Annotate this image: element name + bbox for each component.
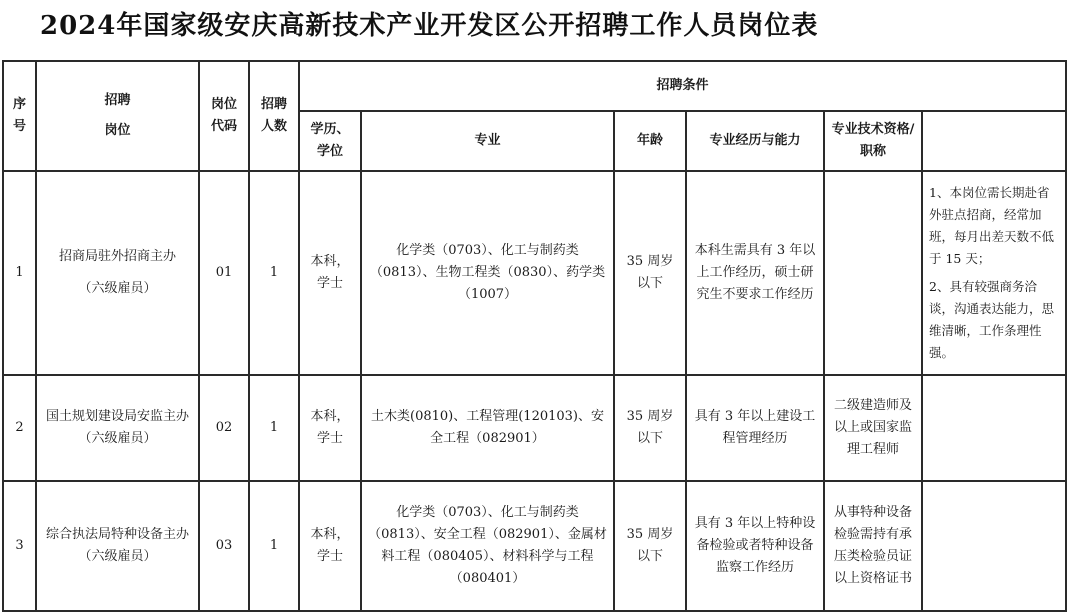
row-age: 35 周岁以下 bbox=[614, 481, 686, 611]
row-seq: 1 bbox=[3, 171, 36, 375]
row-count: 1 bbox=[249, 171, 299, 375]
remark-item-2: 2、具有较强商务洽谈，沟通表达能力，思维清晰，工作条理性强。 bbox=[929, 279, 1055, 360]
post-name: 招商局驻外招商主办 bbox=[58, 249, 176, 264]
row-education: 本科，学士 bbox=[299, 171, 361, 375]
row-major: 化学类（0703）、化工与制药类（0813）、安全工程（082901）、金属材料工程（080405）、材料科学与工程（080401） bbox=[361, 481, 614, 611]
table-row bbox=[3, 481, 1066, 611]
row-seq: 2 bbox=[3, 375, 36, 481]
table-row bbox=[3, 171, 1066, 375]
header-major: 专业 bbox=[361, 111, 614, 171]
row-code: 01 bbox=[199, 171, 249, 375]
table-row bbox=[3, 375, 1066, 481]
row-qualification: 从事特种设备检验需持有承压类检验员证以上资格证书 bbox=[824, 481, 922, 611]
header-education: 学历、学位 bbox=[299, 111, 361, 171]
header-seq: 序号 bbox=[3, 61, 36, 171]
post-grade: （六级雇员） bbox=[78, 431, 157, 446]
row-post bbox=[36, 481, 199, 611]
post-grade: （六级雇员） bbox=[78, 549, 157, 564]
row-remark bbox=[922, 375, 1066, 481]
row-major: 土木类(0810)、工程管理(120103)、安全工程（082901） bbox=[361, 375, 614, 481]
row-code: 03 bbox=[199, 481, 249, 611]
row-qualification bbox=[824, 171, 922, 375]
header-code: 岗位代码 bbox=[199, 61, 249, 171]
header-count: 招聘人数 bbox=[249, 61, 299, 171]
row-remark bbox=[922, 481, 1066, 611]
row-age: 35 周岁以下 bbox=[614, 375, 686, 481]
header-qualification: 专业技术资格/职称 bbox=[824, 111, 922, 171]
row-seq: 3 bbox=[3, 481, 36, 611]
row-qualification: 二级建造师及以上或国家监理工程师 bbox=[824, 375, 922, 481]
remark-item-1: 1、本岗位需长期赴省外驻点招商，经常加班，每月出差天数不低于 15 天； bbox=[929, 185, 1055, 266]
row-education: 本科，学士 bbox=[299, 375, 361, 481]
row-experience: 本科生需具有 3 年以上工作经历，硕士研究生不要求工作经历 bbox=[686, 171, 824, 375]
row-remark bbox=[922, 171, 1066, 375]
page-title: 2024年国家级安庆高新技术产业开发区公开招聘工作人员岗位表 bbox=[40, 11, 819, 41]
recruitment-table bbox=[2, 60, 1067, 612]
header-experience: 专业经历与能力 bbox=[686, 111, 824, 171]
post-grade: （六级雇员） bbox=[78, 281, 157, 296]
post-name: 综合执法局特种设备主办 bbox=[45, 527, 189, 542]
row-age: 35 周岁以下 bbox=[614, 171, 686, 375]
row-count: 1 bbox=[249, 481, 299, 611]
row-education: 本科，学士 bbox=[299, 481, 361, 611]
header-post: 招聘 岗位 bbox=[36, 61, 199, 171]
row-post bbox=[36, 171, 199, 375]
row-major: 化学类（0703）、化工与制药类（0813）、生物工程类（0830）、药学类（1007） bbox=[361, 171, 614, 375]
header-remark-blank bbox=[922, 111, 1066, 171]
post-name: 国土规划建设局安监主办 bbox=[45, 409, 189, 424]
header-conditions: 招聘条件 bbox=[299, 61, 1066, 111]
row-post bbox=[36, 375, 199, 481]
row-experience: 具有 3 年以上建设工程管理经历 bbox=[686, 375, 824, 481]
row-experience: 具有 3 年以上特种设备检验或者特种设备监察工作经历 bbox=[686, 481, 824, 611]
header-age: 年龄 bbox=[614, 111, 686, 171]
row-code: 02 bbox=[199, 375, 249, 481]
row-count: 1 bbox=[249, 375, 299, 481]
header-row-1 bbox=[3, 61, 1066, 111]
